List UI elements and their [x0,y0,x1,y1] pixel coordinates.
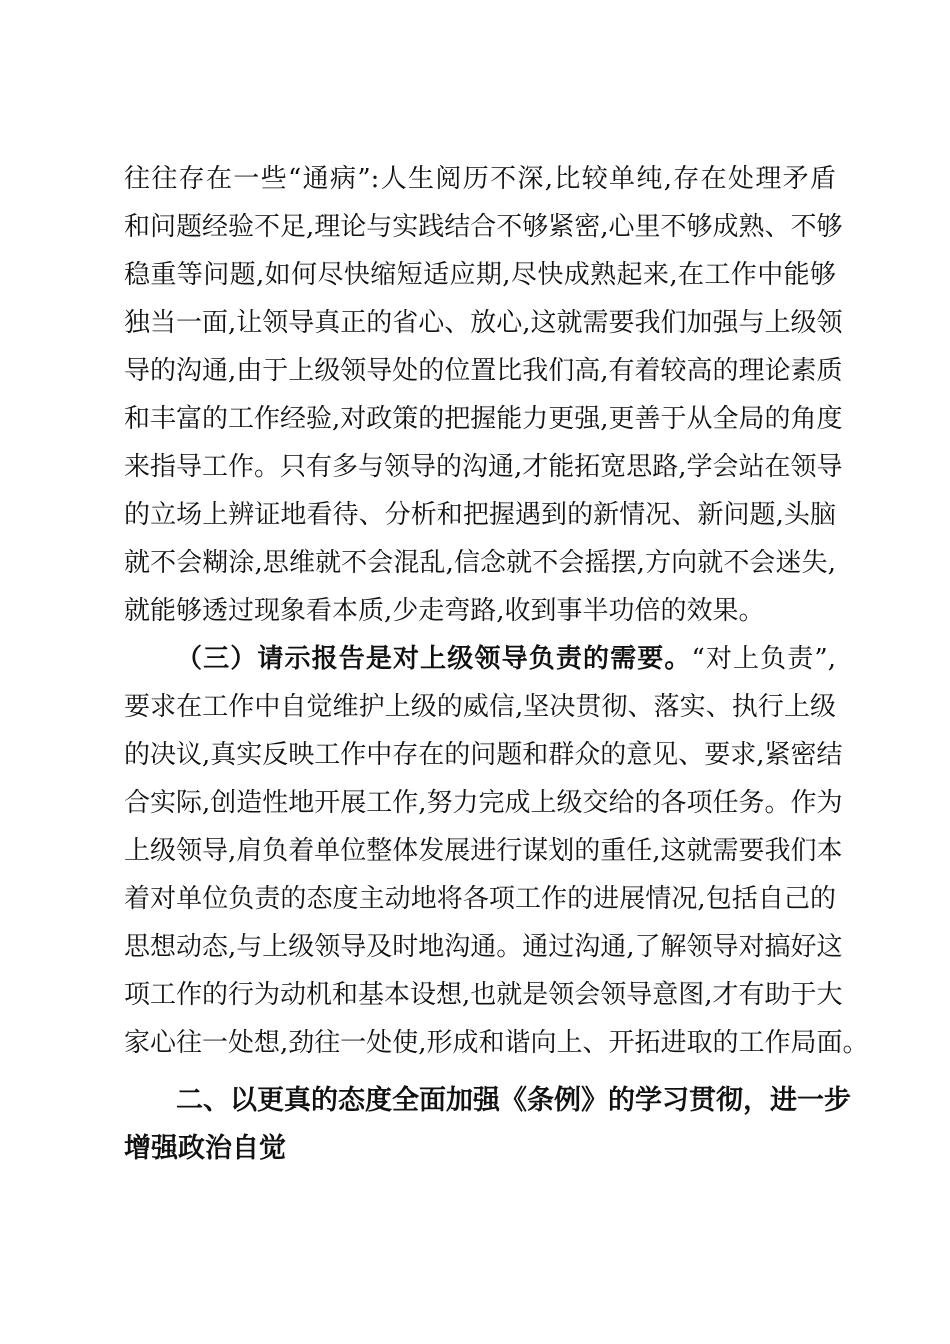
body-text-line: 往往存在一些“通病”:人生阅历不深,比较单纯,存在处理矛盾 [124,164,836,194]
body-text-line: 合实际,创造性地开展工作,努力完成上级交给的各项任务。作为 [124,788,843,818]
paragraph-first-line [176,635,836,683]
body-text-line: 的决议,真实反映工作中存在的问题和群众的意见、要求,紧密结 [124,740,843,770]
body-text-line: 稳重等问题,如何尽快缩短适应期,尽快成熟起来,在工作中能够 [124,260,836,290]
body-text-line: 就不会糊涂,思维就不会混乱,信念就不会摇摆,方向就不会迷失, [124,548,836,578]
body-text-span: “对上负责”, [691,644,836,674]
body-text-line: 独当一面,让领导真正的省心、放心,这就需要我们加强与上级领 [124,308,843,338]
body-text-line: 上级领导,肩负着单位整体发展进行谋划的重任,这就需要我们本 [124,836,843,866]
body-text-line: 和问题经验不足,理论与实践结合不够紧密,心里不够成熟、不够 [124,212,843,242]
body-text-line: 家心往一处想,劲往一处使,形成和谐向上、开拓进取的工作局面。 [124,1028,869,1058]
body-text-line: 要求在工作中自觉维护上级的威信,坚决贯彻、落实、执行上级 [124,692,836,722]
body-text-line: 着对单位负责的态度主动地将各项工作的进展情况,包括自己的 [124,884,836,914]
body-text-line: 的立场上辨证地看待、分析和把握遇到的新情况、新问题,头脑 [124,500,836,530]
section-heading-line: 二、以更真的态度全面加强《条例》的学习贯彻，进一步 [176,1085,851,1116]
body-text-line: 导的沟通,由于上级领导处的位置比我们高,有着较高的理论素质 [124,356,843,386]
body-text-line: 来指导工作。只有多与领导的沟通,才能拓宽思路,学会站在领导 [124,452,843,482]
subsection-heading: （三）请示报告是对上级领导负责的需要。 [176,644,692,674]
section-heading-line: 增强政治自觉 [124,1133,286,1164]
body-text-line: 项工作的行为动机和基本设想,也就是领会领导意图,才有助于大 [124,980,843,1010]
body-text-line: 和丰富的工作经验,对政策的把握能力更强,更善于从全局的角度 [124,404,843,434]
body-text-line: 就能够透过现象看本质,少走弯路,收到事半功倍的效果。 [124,596,765,626]
body-text-line: 思想动态,与上级领导及时地沟通。通过沟通,了解领导对搞好这 [124,932,843,962]
